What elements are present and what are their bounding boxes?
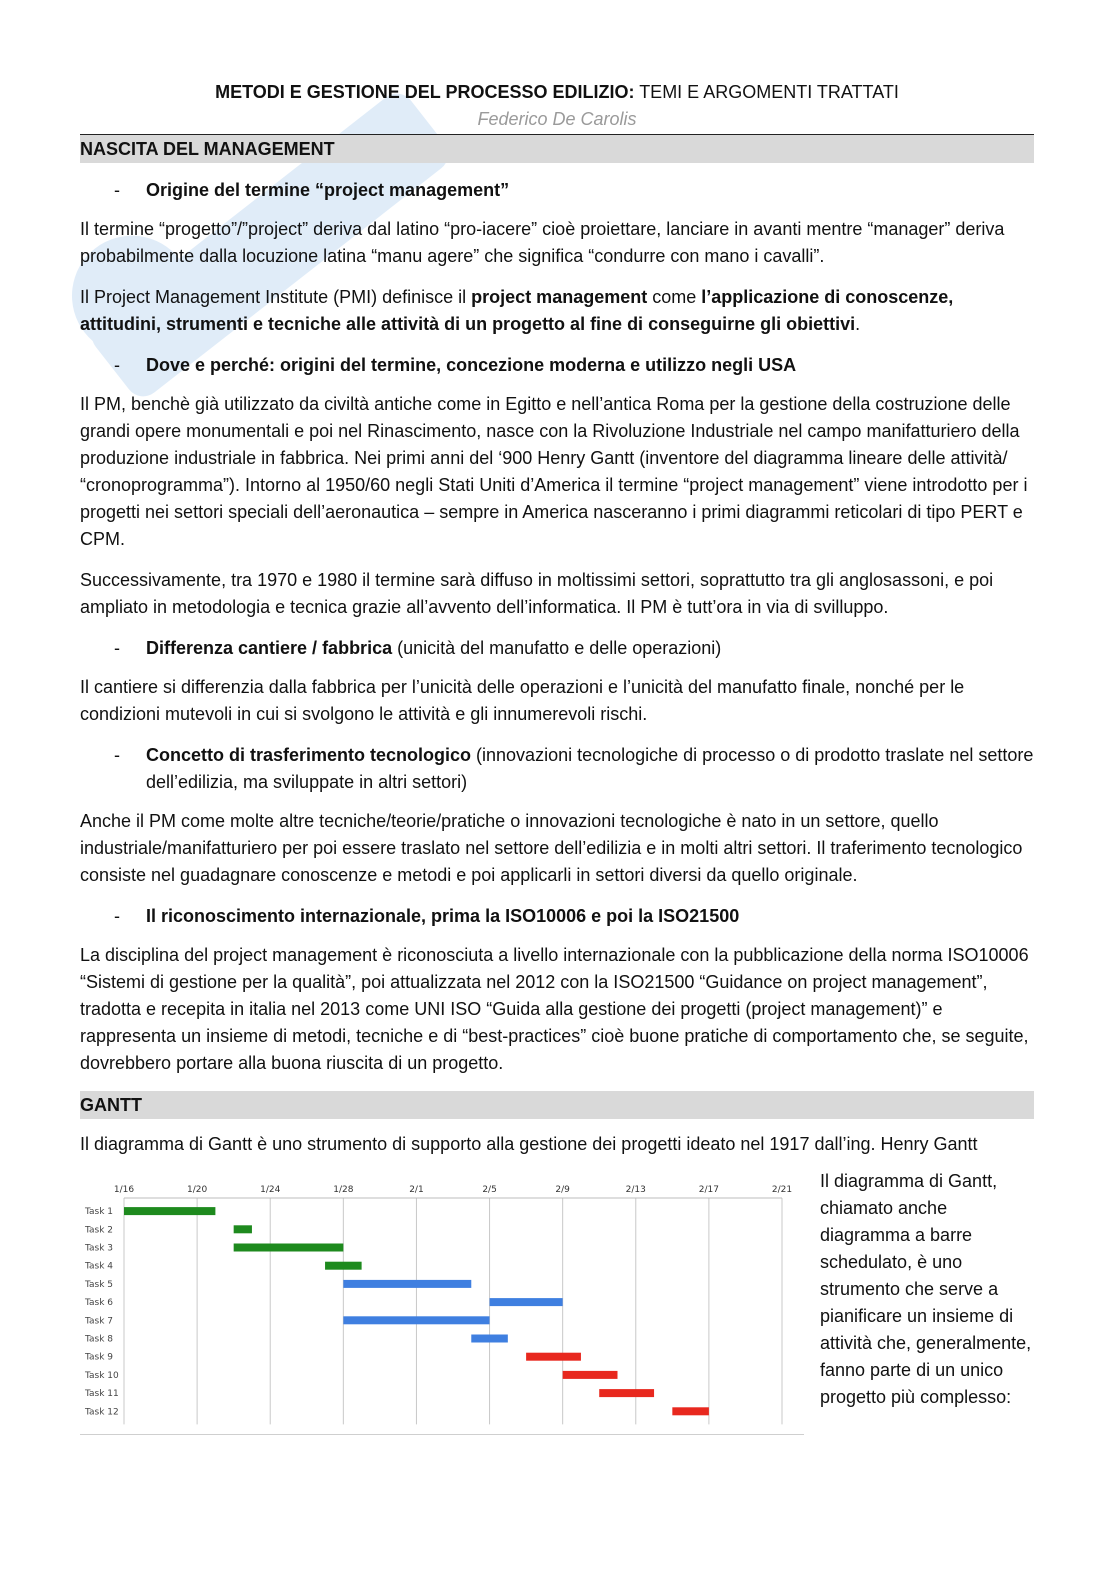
- bullet-dash: -: [114, 638, 120, 658]
- bullet-text-bold: Concetto di trasferimento tecnologico: [146, 745, 472, 765]
- gantt-task-bar: [563, 1371, 618, 1379]
- gantt-chart-svg: [80, 1172, 804, 1434]
- text-run-bold: l’applicazione di conoscenze, attitudini, strumenti e tecniche alle attività di un progetto al fine di conseguirne gli obiettivi: [80, 287, 954, 334]
- gantt-x-tick-label: 2/1: [409, 1185, 424, 1195]
- paragraph: La disciplina del project management è riconosciuta a livello internazionale con la pubblicazione della norma ISO10006 “Sistemi di gestione per la qualità”, poi attualizzata nel 2012 con la ISO21500 “Guidance on project management”, tradotta e recepita in italia nel 2013 come UNI ISO “Guida alla gestione dei progetti (project management)” e rappresenta un insieme di metodi, tecniche e di “best-practices” cioè buone pratiche di comportamento che, se seguite, dovrebbero portare alla buona riuscita di un progetto.: [80, 945, 1029, 1073]
- gantt-side-text: Il diagramma di Gantt, chiamato anche diagramma a barre schedulato, è uno strumento che serve a pianificare un insieme di attività che, generalmente, fanno parte di un unico progetto più complesso:: [820, 1171, 1032, 1407]
- gantt-task-label: Task 4: [85, 1261, 114, 1272]
- gantt-task-label: Task 6: [85, 1298, 114, 1309]
- gantt-figure-row: [80, 1172, 1034, 1435]
- gantt-task-bar: [124, 1207, 215, 1215]
- gantt-task-label: Task 11: [85, 1389, 119, 1400]
- document-page: [80, 78, 1034, 1435]
- bullet-text: (innovazioni tecnologiche di processo o di prodotto traslate nel settore dell’edilizia, ma sviluppate in altri settori): [146, 745, 1034, 792]
- gantt-task-bar: [343, 1280, 471, 1288]
- bullet-item: [80, 177, 1034, 204]
- bullet-text: Dove e perché: origini del termine, concezione moderna e utilizzo negli USA: [146, 355, 797, 375]
- bullet-item: [80, 352, 1034, 379]
- gantt-x-tick-label: 2/21: [771, 1185, 793, 1195]
- bullet-item: [80, 742, 1034, 796]
- gantt-x-tick-label: 1/28: [333, 1185, 354, 1195]
- bullet-dash: -: [114, 906, 120, 926]
- paragraph: Il cantiere si differenzia dalla fabbrica per l’unicità delle operazioni e l’unicità del manufatto finale, nonché per le condizioni mutevoli in cui si svolgono le attività e gli innumerevoli rischi.: [80, 677, 965, 724]
- gantt-task-label: Task 7: [85, 1316, 114, 1327]
- gantt-x-tick-label: 2/9: [555, 1185, 570, 1195]
- gantt-task-label: Task 5: [85, 1279, 114, 1290]
- section-heading-gantt: GANTT: [80, 1091, 1034, 1119]
- gantt-task-bar: [526, 1353, 581, 1361]
- gantt-task-label: Task 9: [85, 1352, 114, 1363]
- gantt-task-bar: [599, 1389, 654, 1397]
- text-run-bold: project management: [471, 287, 648, 307]
- paragraph: [80, 284, 1034, 338]
- section-heading-management: NASCITA DEL MANAGEMENT: [80, 134, 1034, 163]
- document-author: Federico De Carolis: [477, 109, 637, 129]
- bullet-dash: -: [114, 745, 120, 765]
- gantt-task-bar: [325, 1262, 362, 1270]
- paragraph: Il termine “progetto”/”project” deriva dal latino “pro-iacere” cioè proiettare, lanciare in avanti mentre “manager” deriva probabilmente dalla locuzione latina “manu agere” che significa “condurre con mano i cavalli”.: [80, 219, 1005, 266]
- gantt-task-label: Task 2: [85, 1225, 114, 1236]
- bullet-text: Origine del termine “project management”: [146, 180, 510, 200]
- gantt-x-tick-label: 2/13: [625, 1185, 646, 1195]
- paragraph: Anche il PM come molte altre tecniche/teorie/pratiche o innovazioni tecnologiche è nato in un settore, quello industriale/manifatturiero per poi essere traslato nel settore dell’edilizia e in molti altri settori. Il traferimento tecnologico consiste nel guadagnare conoscenze e metodi e poi applicarli in settori diversi da quello originale.: [80, 811, 1023, 885]
- bullet-item: [80, 635, 1034, 662]
- gantt-task-label: Task 1: [85, 1207, 114, 1218]
- document-title: [80, 78, 1034, 106]
- bullet-text-bold: Differenza cantiere / fabbrica: [146, 638, 393, 658]
- paragraph: Il diagramma di Gantt è uno strumento di supporto alla gestione dei progetti ideato nel 1917 dall’ing. Henry Gantt: [80, 1134, 978, 1154]
- title-bold: METODI E GESTIONE DEL PROCESSO EDILIZIO:: [215, 82, 635, 102]
- gantt-chart: [80, 1172, 804, 1435]
- gantt-task-label: Task 12: [85, 1407, 119, 1418]
- gantt-x-tick-label: 1/24: [260, 1185, 281, 1195]
- gantt-x-tick-label: 2/17: [698, 1185, 719, 1195]
- gantt-task-bar: [234, 1244, 344, 1252]
- bullet-text: Il riconoscimento internazionale, prima la ISO10006 e poi la ISO21500: [146, 906, 740, 926]
- paragraph: Successivamente, tra 1970 e 1980 il termine sarà diffuso in moltissimi settori, soprattutto tra gli anglosassoni, e poi ampliato in metodologia e tecnica grazie all’avvento dell’informatica. Il PM è tutt’ora in via di svilluppo.: [80, 570, 994, 617]
- title-rest: TEMI E ARGOMENTI TRATTATI: [639, 82, 899, 102]
- bullet-dash: -: [114, 355, 120, 375]
- bullet-dash: -: [114, 180, 120, 200]
- gantt-task-label: Task 3: [85, 1243, 114, 1254]
- gantt-task-bar: [490, 1298, 563, 1306]
- paragraph: Il PM, benchè già utilizzato da civiltà antiche come in Egitto e nell’antica Roma per la gestione della costruzione delle grandi opere monumentali e poi nel Rinascimento, nasce con la Rivoluzione Industriale nel campo manifatturiero della produzione industriale in fabbrica. Nei primi anni del ‘900 Henry Gantt (inventore del diagramma lineare delle attività/ “cronoprogramma”). Intorno al 1950/60 negli Stati Uniti d’America il termine “project management” viene introdotto per i progetti nei settori speciali dell’aeronautica – sempre in America nasceranno i primi diagrammi reticolari di tipo PERT e CPM.: [80, 394, 1028, 549]
- text-run: come: [647, 287, 702, 307]
- gantt-task-label: Task 8: [85, 1334, 114, 1345]
- text-run: Il Project Management Institute (PMI) definisce il: [80, 287, 472, 307]
- gantt-task-bar: [234, 1225, 252, 1233]
- gantt-x-tick-label: 1/20: [187, 1185, 208, 1195]
- bullet-text: (unicità del manufatto e delle operazioni): [392, 638, 722, 658]
- gantt-task-label: Task 10: [85, 1370, 119, 1381]
- text-run: .: [855, 314, 861, 334]
- gantt-task-bar: [343, 1316, 489, 1324]
- gantt-task-bar: [672, 1407, 709, 1415]
- bullet-item: [80, 903, 1034, 930]
- gantt-x-tick-label: 2/5: [482, 1185, 497, 1195]
- gantt-task-bar: [471, 1335, 508, 1343]
- gantt-x-tick-label: 1/16: [113, 1185, 135, 1195]
